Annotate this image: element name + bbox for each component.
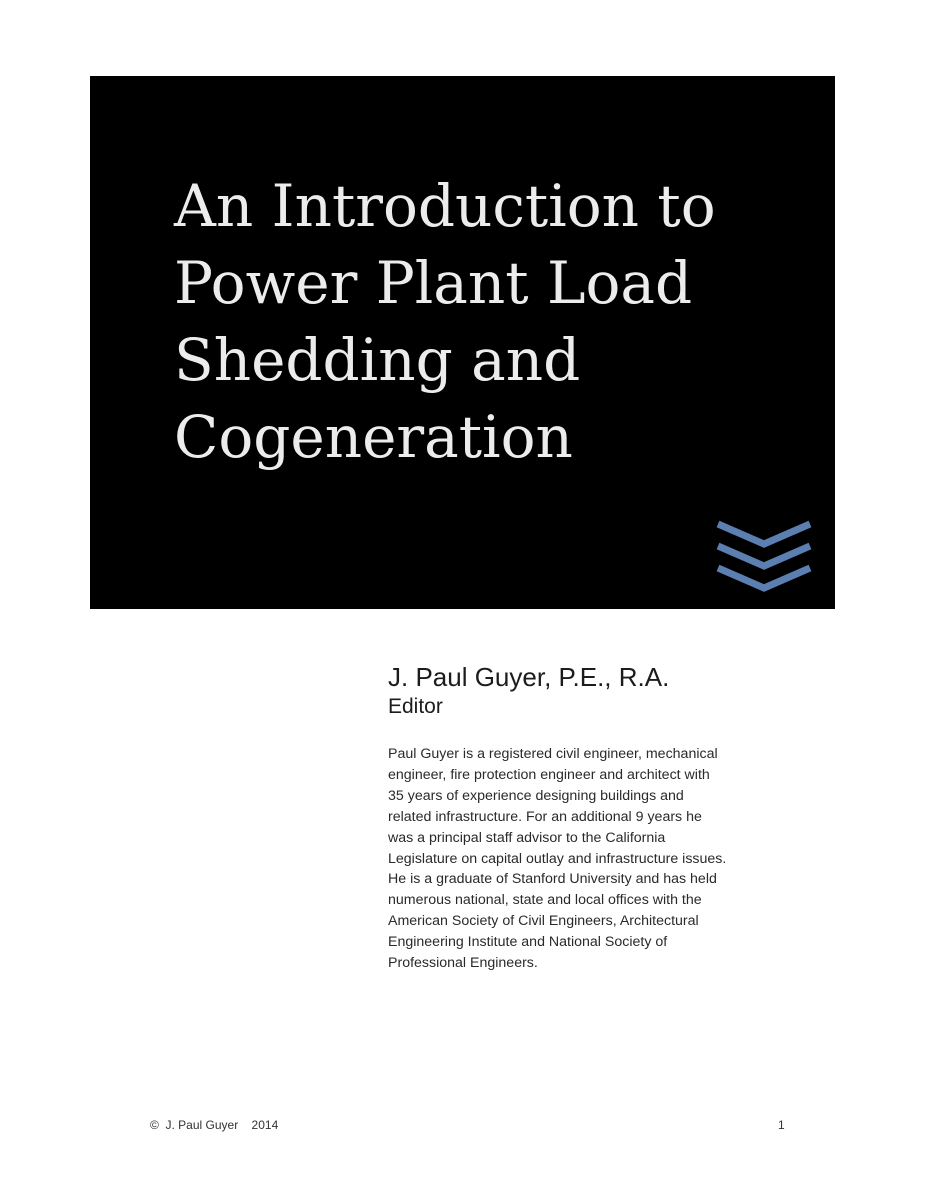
triple-chevron-down-icon	[712, 516, 816, 600]
author-bio	[388, 744, 848, 974]
bio-line: Engineering Institute and National Society of	[388, 934, 668, 951]
bio-line: He is a graduate of Stanford University and has held	[388, 871, 717, 888]
bio-line: American Society of Civil Engineers, Architectural	[388, 913, 699, 930]
cover-title-line: Cogeneration	[174, 403, 573, 471]
footer-copyright: © J. Paul Guyer 2014	[150, 1118, 279, 1132]
bio-line: 35 years of experience designing buildings and	[388, 787, 684, 804]
author-role: Editor	[388, 695, 443, 718]
cover-block	[90, 76, 835, 609]
page-number: 1	[778, 1118, 785, 1132]
cover-title-line: An Introduction to	[174, 172, 716, 240]
bio-line: Professional Engineers.	[388, 955, 538, 972]
bio-line: numerous national, state and local offices with the	[388, 892, 702, 909]
bio-line: Paul Guyer is a registered civil engineer, mechanical	[388, 746, 718, 762]
cover-title-line: Power Plant Load	[174, 249, 693, 317]
bio-line: engineer, fire protection engineer and architect with	[388, 766, 710, 783]
bio-line: was a principal staff advisor to the California	[388, 829, 666, 846]
author-name: J. Paul Guyer, P.E., R.A.	[388, 662, 670, 692]
cover-title-line: Shedding and	[174, 326, 581, 394]
cover-title	[174, 168, 774, 476]
bio-line: related infrastructure. For an additional 9 years he	[388, 808, 702, 825]
bio-line: Legislature on capital outlay and infrastructure issues.	[388, 850, 727, 867]
